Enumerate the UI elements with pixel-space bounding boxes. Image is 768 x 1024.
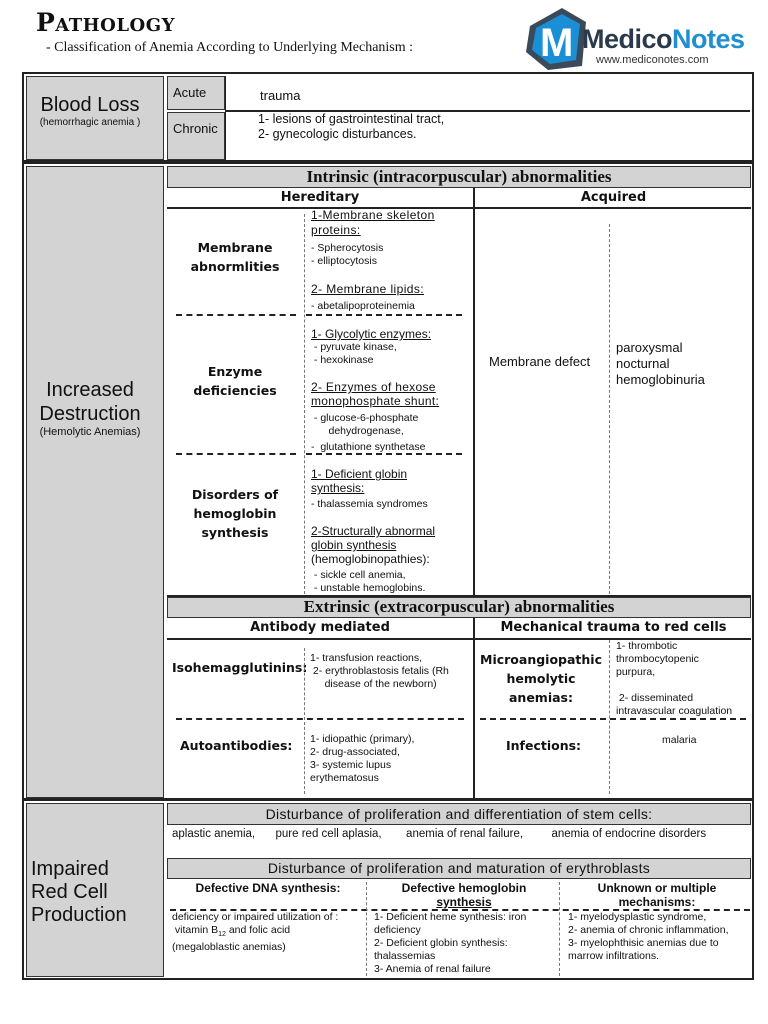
- hemoglobin-synthesis-item: deficiency: [374, 924, 421, 936]
- page-title: Pathology: [36, 8, 175, 37]
- dashed-separator: [609, 640, 610, 794]
- unknown-mechanisms-item: marrow infiltrations.: [568, 950, 660, 962]
- isohemagglutinins-item: 1- transfusion reactions,: [310, 652, 423, 664]
- microangiopathic-item: thrombocytopenic: [616, 653, 699, 665]
- hexose-item: - glutathione synthetase: [311, 441, 426, 453]
- impaired-production-title: Red Cell: [31, 881, 108, 903]
- pnh-label: hemoglobinuria: [616, 372, 705, 387]
- stem-item: aplastic anemia,: [172, 828, 256, 840]
- stem-item: pure red cell aplasia,: [275, 828, 382, 840]
- autoantibodies-item: 1- idiopathic (primary),: [310, 733, 415, 745]
- impaired-production-title: Impaired: [31, 858, 109, 880]
- increased-destruction-title: Increased: [46, 379, 134, 401]
- divider: [22, 798, 754, 801]
- dna-synthesis-text: vitamin B: [172, 924, 219, 936]
- microangiopathic-label: anemias:: [509, 690, 573, 705]
- impaired-production-title: Production: [31, 904, 127, 926]
- unknown-mechanisms-header: mechanisms:: [618, 895, 696, 909]
- hemoglobin-synthesis-item: 2- Deficient globin synthesis:: [374, 937, 508, 949]
- dashed-separator: [304, 648, 305, 794]
- microangiopathic-label: hemolytic: [506, 671, 576, 686]
- unknown-mechanisms-header: Unknown or multiple: [597, 881, 717, 895]
- increased-destruction-label-cell: [26, 166, 164, 798]
- antibody-header: Antibody mediated: [250, 620, 390, 635]
- acute-value: trauma: [260, 88, 301, 103]
- increased-destruction-subtitle: (Hemolytic Anemias): [39, 426, 141, 438]
- dashed-separator: [176, 718, 464, 720]
- unknown-mechanisms-item: 3- myelophthisic anemias due to: [568, 937, 719, 949]
- blood-loss-title: Blood Loss: [40, 94, 140, 116]
- logo-text-notes: Notes: [672, 24, 745, 54]
- intrinsic-header: Intrinsic (intracorpuscular) abnormalities: [306, 167, 612, 186]
- glycolytic-title: 1- Glycolytic enzymes:: [311, 327, 432, 341]
- page-subtitle: - Classification of Anemia According to Underlying Mechanism :: [46, 40, 414, 55]
- hexose-item: - glucose-6-phosphate: [311, 412, 419, 424]
- structural-title: (hemoglobinopathies):: [311, 552, 430, 566]
- dna-synthesis-text: (megaloblastic anemias): [172, 941, 286, 954]
- unknown-mechanisms-item: 2- anemia of chronic inflammation,: [568, 924, 729, 936]
- autoantibodies-item: erythematosus: [310, 772, 379, 784]
- structural-item: - unstable hemoglobins.: [311, 582, 426, 594]
- blood-loss-subtitle: (hemorrhagic anemia ): [39, 117, 141, 128]
- stem-item: anemia of renal failure,: [406, 828, 524, 840]
- hereditary-header: Hereditary: [280, 190, 360, 205]
- divider: [22, 160, 754, 164]
- infections-value: malaria: [662, 734, 697, 746]
- stem-item: anemia of endocrine disorders: [551, 828, 707, 840]
- hemoglobin-synthesis-item: thalassemias: [374, 950, 436, 962]
- isohemagglutinins-label: Isohemagglutinins:: [172, 660, 308, 675]
- hexose-title: monophosphate shunt:: [311, 394, 440, 408]
- dashed-separator: [559, 882, 560, 976]
- microangiopathic-item: 2- disseminated: [616, 692, 694, 704]
- globin-item: - thalassemia syndromes: [311, 498, 428, 510]
- dna-synthesis-text: 12: [218, 931, 226, 939]
- membrane-skeleton-title: 1-Membrane skeleton: [311, 208, 435, 222]
- dashed-separator: [366, 882, 367, 976]
- chronic-item: 2- gynecologic disturbances.: [258, 126, 417, 141]
- microangiopathic-item: 1- thrombotic: [616, 640, 678, 652]
- logo-text-medico: Medico: [582, 24, 673, 54]
- glycolytic-item: - hexokinase: [311, 354, 374, 366]
- membrane-lipids-title: 2- Membrane lipids:: [311, 282, 424, 296]
- mechanical-header: Mechanical trauma to red cells: [500, 620, 727, 635]
- dna-synthesis-header: Defective DNA synthesis:: [195, 881, 341, 895]
- hexose-title: 2- Enzymes of hexose: [311, 380, 436, 394]
- isohemagglutinins-item: disease of the newborn): [310, 678, 437, 690]
- membrane-skeleton-item: - elliptocytosis: [311, 255, 377, 267]
- dna-synthesis-text: and folic acid: [225, 924, 291, 936]
- hemoglobin-disorders-label: Disorders of: [191, 487, 279, 502]
- chronic-item: 1- lesions of gastrointestinal tract,: [258, 112, 445, 126]
- glycolytic-item: - pyruvate kinase,: [311, 341, 397, 353]
- membrane-skeleton-title: proteins:: [311, 222, 361, 237]
- microangiopathic-item: [616, 679, 732, 692]
- isohemagglutinins-item: 2- erythroblastosis fetalis (Rh: [310, 665, 449, 677]
- medico-notes-logo: [524, 6, 746, 72]
- chronic-label-cell: [167, 112, 225, 160]
- svg-text:M: M: [540, 21, 574, 65]
- unknown-mechanisms-item: 1- myelodysplastic syndrome,: [568, 911, 707, 923]
- hexose-item: dehydrogenase,: [311, 425, 404, 437]
- divider: [226, 110, 750, 112]
- microangiopathic-label: Microangiopathic: [480, 652, 602, 667]
- extrinsic-header: Extrinsic (extracorpuscular) abnormalities: [303, 597, 615, 616]
- dashed-separator: [176, 314, 296, 316]
- divider: [225, 76, 226, 160]
- acquired-header: Acquired: [580, 190, 647, 205]
- pnh-label: nocturnal: [616, 356, 670, 371]
- logo-url: www.mediconotes.com: [596, 54, 709, 66]
- structural-title: globin synthesis: [311, 538, 397, 552]
- divider: [167, 207, 751, 209]
- divider: [473, 618, 475, 798]
- divider: [473, 188, 475, 596]
- increased-destruction-title: Destruction: [39, 403, 141, 425]
- acute-label: Acute: [173, 85, 207, 100]
- dashed-separator: [304, 214, 305, 594]
- structural-title: 2-Structurally abnormal: [311, 524, 436, 538]
- microangiopathic-item: purpura,: [616, 666, 656, 678]
- dashed-separator: [306, 453, 462, 455]
- globin-title: 1- Deficient globin: [311, 467, 408, 481]
- erythro-header: Disturbance of proliferation and maturation of erythroblasts: [267, 860, 651, 876]
- structural-item: - sickle cell anemia,: [311, 569, 406, 581]
- hemoglobin-disorders-label: synthesis: [201, 525, 269, 540]
- membrane-abnormalities-label: Membrane: [197, 240, 273, 255]
- dashed-separator: [480, 718, 746, 720]
- hemoglobin-synthesis-item: 3- Anemia of renal failure: [374, 963, 491, 975]
- pnh-label: paroxysmal: [616, 340, 683, 355]
- microangiopathic-item: intravascular coagulation: [616, 705, 733, 717]
- dashed-separator: [609, 224, 610, 594]
- autoantibodies-label: Autoantibodies:: [180, 738, 293, 753]
- chronic-label: Chronic: [173, 121, 218, 136]
- autoantibodies-item: 2- drug-associated,: [310, 746, 400, 758]
- membrane-abnormalities-label: abnormlities: [190, 259, 280, 274]
- stem-header: Disturbance of proliferation and differentiation of stem cells:: [265, 806, 653, 822]
- hemoglobin-synthesis-header: synthesis: [436, 895, 492, 909]
- enzyme-deficiencies-label: deficiencies: [193, 383, 277, 398]
- hemoglobin-disorders-label: hemoglobin: [193, 506, 277, 521]
- autoantibodies-item: 3- systemic lupus: [310, 759, 392, 771]
- membrane-skeleton-item: - Spherocytosis: [311, 242, 384, 254]
- hemoglobin-synthesis-header: Defective hemoglobin: [401, 881, 527, 895]
- dna-synthesis-text: deficiency or impaired utilization of :: [172, 911, 339, 923]
- hemoglobin-synthesis-item: 1- Deficient heme synthesis: iron: [374, 911, 527, 923]
- infections-label: Infections:: [506, 738, 582, 753]
- dashed-separator: [306, 314, 462, 316]
- enzyme-deficiencies-label: Enzyme: [207, 364, 263, 379]
- dashed-separator: [176, 453, 296, 455]
- membrane-defect: Membrane defect: [489, 354, 591, 369]
- globin-title: synthesis:: [311, 481, 365, 495]
- membrane-lipids-item: - abetalipoproteinemia: [311, 300, 415, 312]
